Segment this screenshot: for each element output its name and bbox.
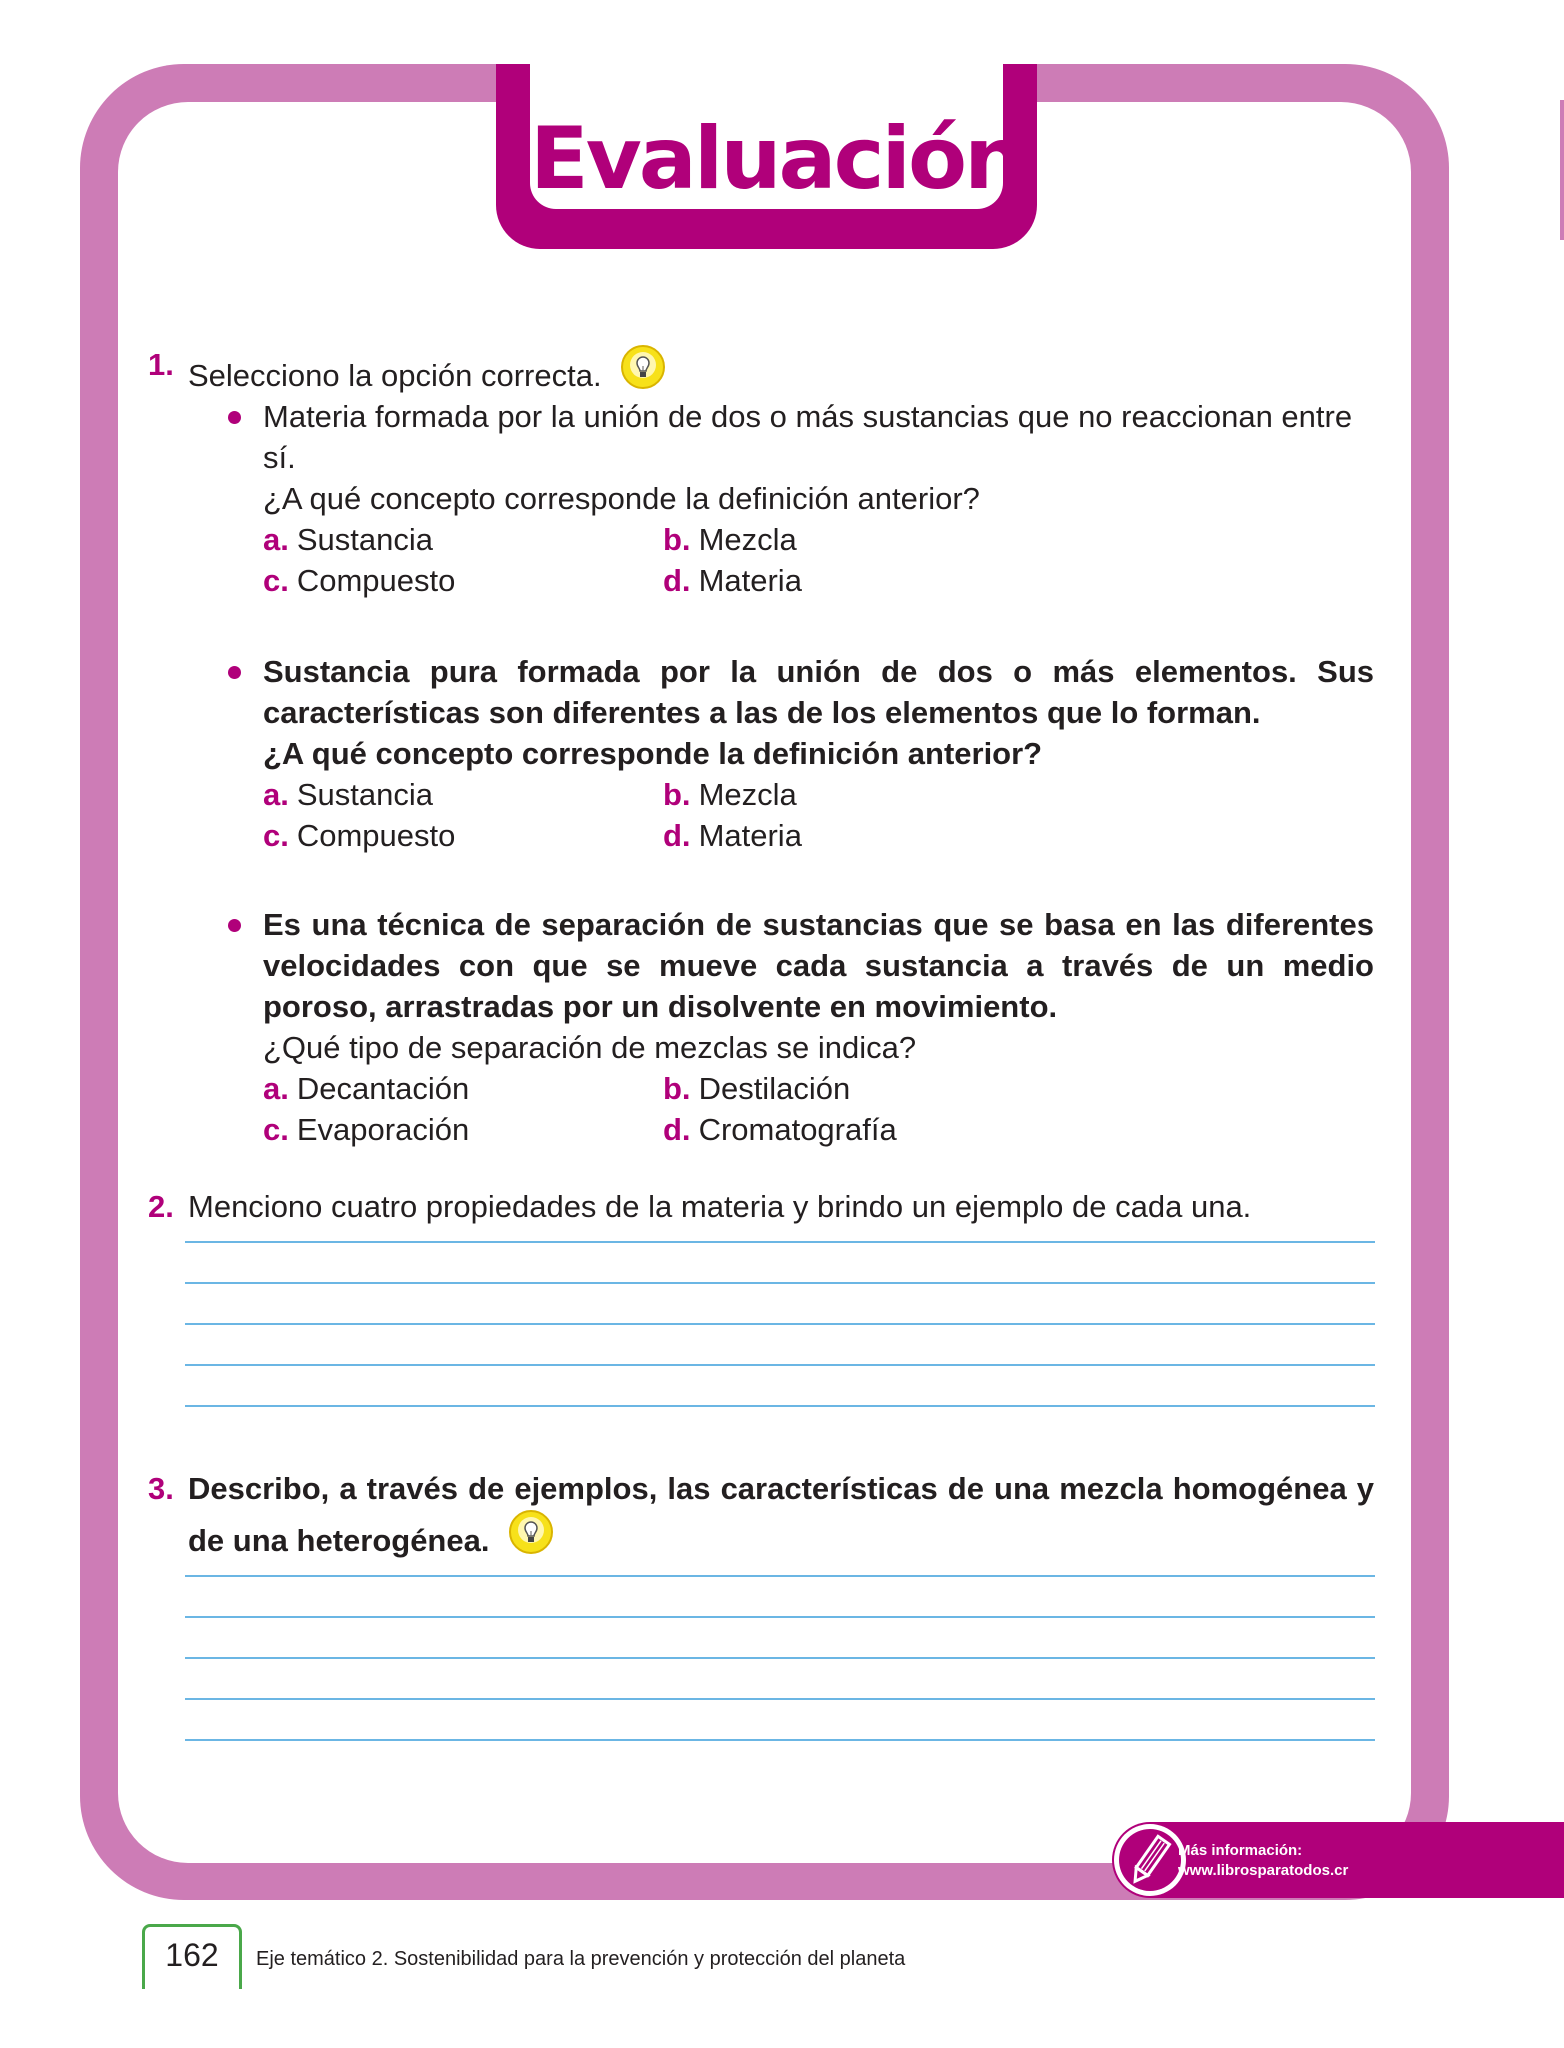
more-info-label: Más información: (1178, 1842, 1303, 1859)
option-c[interactable] (263, 815, 663, 856)
option-letter: b. (663, 1071, 691, 1106)
title-tab (496, 64, 1037, 249)
answer-line[interactable] (185, 1282, 1375, 1284)
footer-text: Eje temático 2. Sostenibilidad para la prevención y protección del planeta (256, 1948, 906, 1970)
option-text: Mezcla (698, 522, 797, 557)
q2-answer-lines[interactable] (185, 1241, 1375, 1407)
more-info-badge[interactable] (1112, 1822, 1564, 1898)
page-number-box (142, 1924, 242, 1989)
page-number: 162 (165, 1937, 219, 1973)
q3-answer-lines[interactable] (185, 1575, 1375, 1741)
item-statement: Es una técnica de separación de sustancias que se basa en las diferentes velocidades con que se mueve cada sustancia a través de un medio poroso, arrastradas por un disolvente en movimiento. (263, 907, 1374, 1024)
option-text: Evaporación (296, 1112, 470, 1147)
option-text: Compuesto (296, 563, 456, 598)
q1-item-3-options (188, 1068, 1374, 1150)
answer-line[interactable] (185, 1364, 1375, 1366)
option-d[interactable] (663, 1109, 1063, 1150)
option-letter: a. (263, 522, 289, 557)
q1-item-1 (188, 396, 1374, 519)
option-text: Materia (698, 818, 802, 853)
option-text: Cromatografía (698, 1112, 897, 1147)
question-text: Describo, a través de ejemplos, las características de una mezcla homogénea y de una heterogénea. (188, 1471, 1374, 1558)
question-number: 1. (148, 347, 174, 382)
bullet-icon (228, 919, 241, 932)
answer-line[interactable] (185, 1405, 1375, 1407)
option-text: Decantación (296, 1071, 470, 1106)
answer-line[interactable] (185, 1698, 1375, 1700)
answer-line[interactable] (185, 1739, 1375, 1741)
option-letter: a. (263, 1071, 289, 1106)
question-1 (148, 344, 1374, 1150)
option-text: Sustancia (296, 522, 433, 557)
more-info-url[interactable]: www.librosparatodos.cr (1178, 1862, 1349, 1879)
option-a[interactable] (263, 774, 663, 815)
question-number: 3. (148, 1471, 174, 1506)
option-letter: d. (663, 1112, 691, 1147)
q1-item-2 (188, 651, 1374, 774)
lightbulb-icon (508, 1509, 554, 1555)
more-info-text (1178, 1841, 1348, 1881)
bullet-icon (228, 666, 241, 679)
item-question: ¿Qué tipo de separación de mezclas se indica? (263, 1030, 917, 1065)
option-letter: b. (663, 777, 691, 812)
q1-item-3 (188, 904, 1374, 1068)
option-b[interactable] (663, 774, 1063, 815)
lightbulb-icon (620, 344, 666, 390)
item-statement: Materia formada por la unión de dos o más sustancias que no reaccionan entre sí. (263, 399, 1353, 475)
option-letter: d. (663, 563, 691, 598)
item-statement: Sustancia pura formada por la unión de dos o más elementos. Sus características son diferentes a las de los elementos que lo forman. (263, 654, 1374, 730)
page-edge-mark (1560, 100, 1564, 240)
evaluation-content (148, 344, 1374, 1780)
option-a[interactable] (263, 1068, 663, 1109)
option-b[interactable] (663, 519, 1063, 560)
option-letter: d. (663, 818, 691, 853)
pencil-icon (1112, 1822, 1188, 1898)
option-letter: c. (263, 818, 289, 853)
answer-line[interactable] (185, 1323, 1375, 1325)
option-letter: c. (263, 563, 289, 598)
answer-line[interactable] (185, 1241, 1375, 1243)
option-letter: c. (263, 1112, 289, 1147)
option-letter: a. (263, 777, 289, 812)
answer-line[interactable] (185, 1575, 1375, 1577)
title-tab-inner (530, 64, 1023, 209)
option-c[interactable] (263, 1109, 663, 1150)
answer-line[interactable] (185, 1657, 1375, 1659)
item-question: ¿A qué concepto corresponde la definición anterior? (263, 481, 980, 516)
option-text: Mezcla (698, 777, 797, 812)
option-text: Destilación (698, 1071, 851, 1106)
answer-line[interactable] (185, 1616, 1375, 1618)
question-text: Menciono cuatro propiedades de la materia y brindo un ejemplo de cada una. (188, 1189, 1252, 1224)
option-text: Compuesto (296, 818, 456, 853)
question-2 (148, 1186, 1374, 1227)
question-number: 2. (148, 1189, 174, 1224)
option-text: Materia (698, 563, 802, 598)
page-title: Evaluación (530, 109, 1023, 209)
option-letter: b. (663, 522, 691, 557)
q1-item-2-options (188, 774, 1374, 856)
option-d[interactable] (663, 560, 1063, 601)
bullet-icon (228, 411, 241, 424)
option-c[interactable] (263, 560, 663, 601)
question-text: Selecciono la opción correcta. (188, 358, 602, 393)
option-d[interactable] (663, 815, 1063, 856)
q1-item-1-options (188, 519, 1374, 601)
question-3 (148, 1468, 1374, 1561)
item-question: ¿A qué concepto corresponde la definición anterior? (263, 736, 1043, 771)
option-text: Sustancia (296, 777, 433, 812)
option-b[interactable] (663, 1068, 1063, 1109)
option-a[interactable] (263, 519, 663, 560)
